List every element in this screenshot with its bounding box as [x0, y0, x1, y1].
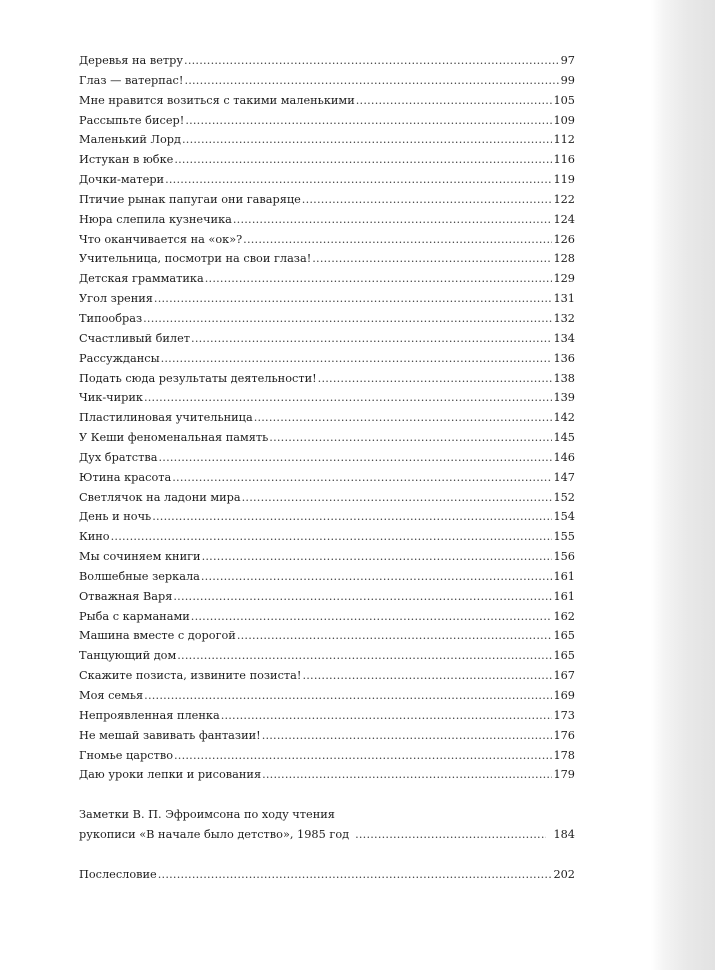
- dot-leader: [111, 527, 553, 547]
- toc-notes-page: 184: [553, 828, 575, 842]
- toc-entry-title: Рассыпьте бисер!: [79, 113, 185, 127]
- toc-entry: [79, 646, 575, 666]
- toc-entry-page: 99: [560, 73, 575, 87]
- toc-entry: [79, 726, 575, 746]
- dot-leader: [158, 448, 552, 468]
- toc-entry-page: 129: [553, 272, 575, 286]
- dot-leader: [355, 825, 546, 845]
- toc-entry-title: Непроявленная пленка: [79, 708, 220, 722]
- toc-entry-page: 176: [553, 728, 575, 742]
- toc-entry: [79, 607, 575, 627]
- dot-leader: [152, 507, 552, 527]
- toc-entry: [79, 51, 575, 71]
- toc-entry: [79, 686, 575, 706]
- toc-entry-page: 139: [553, 391, 575, 405]
- toc-entry-page: 155: [553, 530, 575, 544]
- toc-entry-title: Деревья на ветру: [79, 54, 184, 67]
- toc-entry-title: Светлячок на ладони мира: [79, 490, 241, 504]
- toc-entry: [79, 369, 575, 389]
- toc-notes-line1: Заметки В. П. Эфроимсона по ходу чтения: [79, 808, 335, 822]
- toc-entry-page: 161: [553, 569, 575, 583]
- dot-leader: [143, 309, 552, 329]
- dot-leader: [221, 706, 553, 726]
- toc-entry: [79, 210, 575, 230]
- toc-entry-page: 152: [553, 490, 575, 504]
- toc-entry: [79, 71, 575, 91]
- toc-afterword-title: Послесловие: [79, 867, 157, 881]
- dot-leader: [165, 170, 552, 190]
- toc-entry-title: Рассуждансы: [79, 351, 160, 365]
- toc-entry-page: 105: [553, 93, 575, 107]
- toc-entry: [79, 170, 575, 190]
- dot-leader: [158, 865, 553, 885]
- toc-entry-title: Истукан в юбке: [79, 153, 174, 167]
- toc-entry-page: 179: [553, 768, 575, 782]
- toc-entries: [79, 51, 575, 785]
- dot-leader: [237, 626, 553, 646]
- toc-entry-title: Что оканчивается на «ок»?: [79, 232, 243, 246]
- dot-leader: [202, 547, 553, 567]
- toc-entry-page: 116: [553, 153, 575, 167]
- toc-entry-page: 109: [553, 113, 575, 127]
- dot-leader: [262, 726, 553, 746]
- toc-entry-page: 178: [553, 748, 575, 762]
- toc-entry-title: У Кеши феноменальная память: [79, 431, 269, 445]
- toc-entry: [79, 388, 575, 408]
- dot-leader: [191, 607, 553, 627]
- dot-leader: [177, 646, 552, 666]
- toc-entry-title: Угол зрения: [79, 292, 153, 306]
- dot-leader: [201, 567, 553, 587]
- dot-leader: [184, 51, 560, 71]
- toc-entry: [79, 91, 575, 111]
- dot-leader: [185, 111, 552, 131]
- dot-leader: [144, 686, 552, 706]
- toc-entry: [79, 111, 575, 131]
- toc-entry-title: Мне нравится возиться с такими маленькими: [79, 93, 355, 107]
- toc-entry-page: 142: [553, 411, 575, 425]
- toc-entry-page: 169: [553, 689, 575, 702]
- dot-leader: [182, 130, 552, 150]
- toc-entry-page: 124: [553, 212, 575, 226]
- toc-entry-page: 146: [553, 450, 575, 464]
- toc-entry: [79, 587, 575, 607]
- toc-entry-page: 161: [553, 589, 575, 603]
- toc-entry: [79, 666, 575, 686]
- toc-entry-page: 136: [553, 351, 575, 365]
- toc-entry-title: Даю уроки лепки и рисования: [79, 768, 262, 782]
- toc-entry: [79, 567, 575, 587]
- dot-leader: [243, 230, 552, 250]
- toc-entry: [79, 190, 575, 210]
- toc-entry-page: 173: [553, 708, 575, 722]
- toc-entry-page: 165: [553, 649, 575, 663]
- toc-entry-title: Дух братства: [79, 450, 158, 464]
- toc-entry-page: 145: [553, 431, 575, 445]
- dot-leader: [302, 190, 553, 210]
- toc-entry-page: 122: [553, 192, 575, 206]
- toc-entry-title: Гномье царство: [79, 748, 173, 762]
- toc-entry: [79, 309, 575, 329]
- toc-entry: [79, 448, 575, 468]
- toc-entry-title: Глаз — ватерпас!: [79, 73, 184, 87]
- toc-entry: [79, 507, 575, 527]
- dot-leader: [233, 210, 553, 230]
- toc-notes-line2: рукописи «В начале было детство», 1985 год: [79, 828, 350, 842]
- toc-entry-page: 138: [553, 371, 575, 385]
- dot-leader: [269, 428, 552, 448]
- toc-entry-page: 119: [553, 173, 575, 187]
- toc-entry-title: Машина вместе с дорогой: [79, 629, 236, 643]
- dot-leader: [312, 249, 552, 269]
- toc-entry: [79, 289, 575, 309]
- toc-entry-title: Типообраз: [79, 311, 143, 325]
- toc-entry-title: Дочки-матери: [79, 173, 165, 187]
- dot-leader: [144, 388, 552, 408]
- toc-entry-page: 131: [553, 292, 575, 306]
- toc-entry-title: Подать сюда результаты деятельности!: [79, 371, 317, 385]
- toc-entry: [79, 706, 575, 726]
- toc-entry: [79, 488, 575, 508]
- toc-entry: [79, 150, 575, 170]
- toc-entry: [79, 626, 575, 646]
- dot-leader: [302, 666, 552, 686]
- toc-entry-title: Танцующий дом: [79, 649, 177, 663]
- toc-entry-page: 167: [553, 669, 575, 683]
- toc-entry-title: Маленький Лорд: [79, 133, 181, 147]
- toc-entry-title: Птичие рынак папугаи они гаваряце: [79, 192, 301, 206]
- toc-entry-title: Рыба с карманами: [79, 609, 190, 623]
- toc-entry-title: Отважная Варя: [79, 589, 173, 603]
- toc-entry-page: 132: [553, 311, 575, 325]
- toc-entry-title: Учительница, посмотри на свои глаза!: [79, 252, 312, 266]
- toc-entry-title: Скажите позиста, извините позиста!: [79, 669, 302, 683]
- dot-leader: [173, 587, 552, 607]
- toc-entry-title: День и ночь: [79, 510, 152, 524]
- toc-entry-page: 165: [553, 629, 575, 643]
- toc-entry: [79, 249, 575, 269]
- toc-entry-page: 156: [553, 550, 575, 564]
- toc-entry-title: Не мешай завивать фантазии!: [79, 728, 261, 742]
- toc-entry: [79, 349, 575, 369]
- toc-entry-title: Пластилиновая учительница: [79, 411, 253, 425]
- toc-entry-title: Детская грамматика: [79, 272, 204, 286]
- dot-leader: [184, 71, 559, 91]
- table-of-contents: [79, 51, 575, 885]
- dot-leader: [205, 269, 553, 289]
- toc-entry: [79, 428, 575, 448]
- toc-entry-title: Счастливый билет: [79, 331, 191, 345]
- toc-entry: [79, 468, 575, 488]
- dot-leader: [191, 329, 552, 349]
- toc-entry-title: Волшебные зеркала: [79, 569, 200, 583]
- dot-leader: [262, 765, 552, 785]
- toc-entry: [79, 527, 575, 547]
- dot-leader: [356, 91, 553, 111]
- toc-entry-title: Нюра слепила кузнечика: [79, 212, 232, 226]
- toc-entry: [79, 130, 575, 150]
- toc-afterword-page: 202: [553, 867, 575, 881]
- dot-leader: [172, 468, 552, 488]
- dot-leader: [254, 408, 553, 428]
- toc-entry-page: 112: [553, 133, 575, 147]
- toc-entry: [79, 746, 575, 766]
- dot-leader: [154, 289, 553, 309]
- toc-entry: [79, 329, 575, 349]
- toc-entry-title: Ютина красота: [79, 470, 172, 484]
- toc-entry-page: 154: [553, 510, 575, 524]
- toc-entry-page: 162: [553, 609, 575, 623]
- toc-entry-page: 128: [553, 252, 575, 266]
- toc-entry-title: Моя семья: [79, 689, 144, 702]
- toc-entry: [79, 269, 575, 289]
- toc-entry-page: 147: [553, 470, 575, 484]
- toc-entry-title: Чик-чирик: [79, 391, 143, 405]
- dot-leader: [174, 150, 552, 170]
- dot-leader: [174, 746, 552, 766]
- toc-entry-page: 134: [553, 331, 575, 345]
- dot-leader: [318, 369, 553, 389]
- toc-entry: [79, 547, 575, 567]
- toc-entry-title: Кино: [79, 530, 110, 544]
- page-gutter-shadow: [651, 0, 715, 970]
- toc-entry: [79, 230, 575, 250]
- toc-entry: [79, 765, 575, 785]
- toc-entry-page: 126: [553, 232, 575, 246]
- toc-entry: [79, 408, 575, 428]
- dot-leader: [242, 488, 553, 508]
- toc-afterword-entry: [79, 865, 575, 885]
- toc-entry-page: 97: [560, 54, 575, 67]
- toc-entry-title: Мы сочиняем книги: [79, 550, 201, 564]
- toc-notes-entry: [79, 825, 575, 845]
- dot-leader: [161, 349, 553, 369]
